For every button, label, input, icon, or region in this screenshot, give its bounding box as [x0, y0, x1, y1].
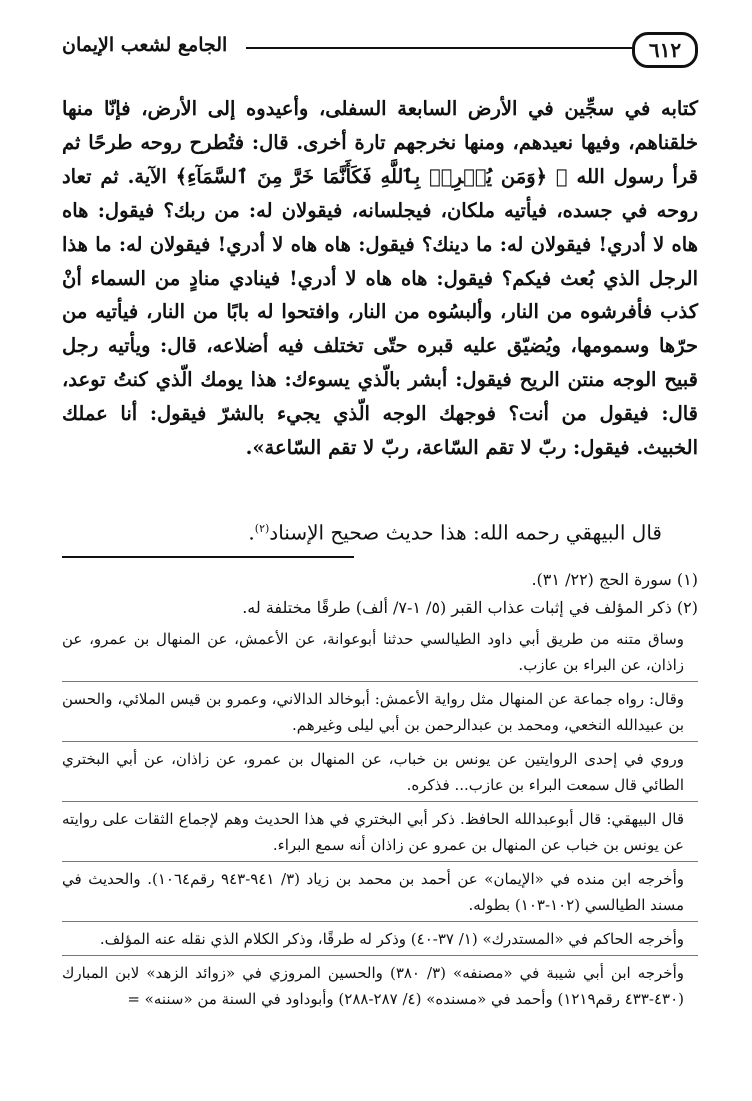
footnote-2-paragraph: وروي في إحدى الروايتين عن يونس بن خباب، عن المنهال بن عمرو، عن زاذان، عن أبي البختري الطائي قال سمعت البراء بن عازب... فذكره. — [62, 746, 698, 802]
closing-text: قال البيهقي رحمه الله: هذا حديث صحيح الإسناد — [269, 520, 662, 545]
main-text — [62, 92, 698, 465]
footnote-2-paragraph: وأخرجه ابن أبي شيبة في «مصنفه» (٣/ ٣٨٠) والحسين المروزي في «زوائد الزهد» لابن المبارك (٤٣٠-٤٣٣ رقم١٢١٩) وأحمد في «مسنده» (٤/ ٢٨٧-٢٨٨) وأبوداود في السنة من «سننه» = — [62, 964, 684, 1008]
footnote-2-paragraph: قال البيهقي: قال أبوعبدالله الحافظ. ذكر أبي البختري في هذا الحديث وهم لإجماع الثقات على روايته عن يونس بن خباب عن المنهال بن عمرو عن زاذان أنه سمع البراء. — [62, 806, 698, 862]
footnote-2: (٢) ذكر المؤلف في إثبات عذاب القبر (٥/ ١-٧/ ألف) طرقًا مختلفة له. — [242, 598, 698, 617]
page-header — [62, 28, 698, 72]
closing-statement — [62, 512, 662, 550]
footnotes — [62, 566, 698, 1015]
footnote-marker-2: (٢) — [254, 522, 270, 535]
footnote-2-paragraph: وساق متنه من طريق أبي داود الطيالسي حدثنا أبوعوانة، عن الأعمش، عن المنهال بن عمرو، عن زاذان، عن البراء بن عازب. — [62, 626, 698, 682]
footnote-1: (١) سورة الحج (٢٢/ ٣١). — [531, 570, 698, 589]
header-rule — [246, 47, 632, 49]
footnote-2-paragraph: وأخرجه ابن منده في «الإيمان» عن أحمد بن محمد بن زياد (٣/ ٩٤١-٩٤٣ رقم١٠٦٤). والحديث في مسند الطيالسي (١٠٢-١٠٣) بطوله. — [62, 866, 698, 922]
page-number: ٦١٢ — [632, 32, 698, 68]
footnote-2-paragraph: وقال: رواه جماعة عن المنهال مثل رواية الأعمش: أبوخالد الدالاني، وعمرو بن قيس الملائي، والحسن بن عبيدالله النخعي، ومحمد بن عبدالرحمن بن أبي ليلى وغيرهم. — [62, 686, 698, 742]
closing-period: . — [248, 520, 255, 545]
hadith-paragraph: كتابه في سجِّين في الأرض السابعة السفلى، وأعيدوه إلى الأرض، فإنّا منها خلقناهم، وفيها نعيدهم، ومنها نخرجهم تارة أخرى. قال: فتُطرح روحه طرحًا ثم قرأ رسول الله ﷺ ﴿وَمَن يُشۡرِكۡ بِٱللَّهِ فَكَأَنَّمَا خَرَّ مِنَ ٱلسَّمَآءِ﴾ الآية. ثم تعاد روحه في جسده، فيأتيه ملكان، فيجلسانه، فيقولان له: من ربك؟ فيقول: هاه هاه لا أدري! فيقولان له: ما دينك؟ فيقول: هاه هاه لا أدري! فيقولان له: ما هذا الرجل الذي بُعث فيكم؟ فيقول: هاه هاه لا أدري! فينادي منادٍ من السماء أنْ كذب فأفرشوه من النار، وألبسُوه من النار، وافتحوا له بابًا من النار، فيأتيه من حرّها وسمومها، ويُضيّق عليه قبره حتّى تختلف فيه أضلاعه، قال: ويأتيه رجل قبيح الوجه منتن الريح فيقول: أبشر بالّذي يسوءك: هذا يومك الّذي كنتُ توعد، قال: فيقول من أنت؟ فوجهك الوجه الّذي يجيء بالشرّ فيقول: أنا عملك الخبيث. فيقول: ربّ لا تقم السّاعة، ربّ لا تقم السّاعة». — [62, 97, 698, 460]
book-title: الجامع لشعب الإيمان — [62, 34, 228, 56]
footnote-separator — [62, 556, 354, 558]
footnote-2-paragraph: وأخرجه الحاكم في «المستدرك» (١/ ٣٧-٤٠) وذكر له طرقًا، وذكر الكلام الذي نقله عنه المؤلف. — [62, 926, 698, 956]
